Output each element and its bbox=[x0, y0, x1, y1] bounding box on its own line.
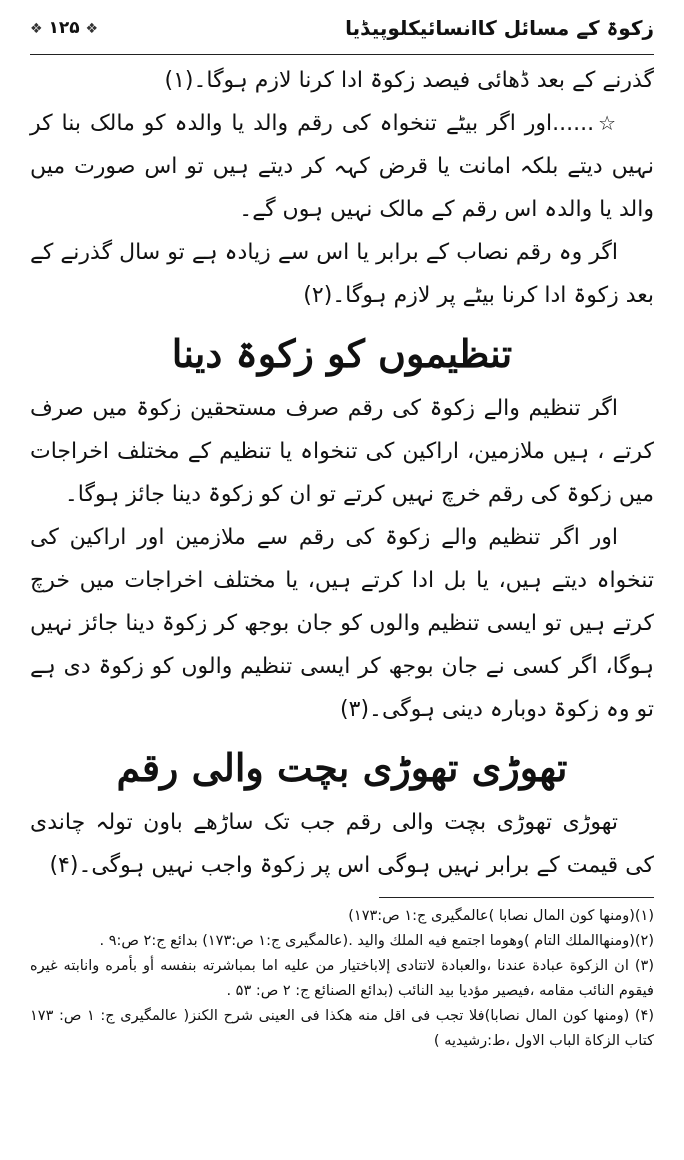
footnote-1: (۱)(ومنها كون المال نصابا )عالمگیری ج:۱ ص:۱۷۳) bbox=[348, 908, 654, 924]
footnote-2: (۲)(ومنهاالملك التام )وهوما اجتمع فيه الملك واليد .(عالمگیری ج:۱ ص:۱۷۳) بدائع ج:۲ ص:۹ . bbox=[99, 933, 654, 949]
footnote-rule bbox=[379, 897, 654, 898]
running-title: زکوۃ کے مسائل کاانسائیکلوپیڈیا bbox=[345, 16, 654, 40]
paragraph-5: اور اگر تنظیم والے زکوۃ کی رقم سے ملازمین اور اراکین کی تنخواہ دیتے ہیں، یا بل ادا کرتے ہیں، یا مختلف اخراجات میں خرچ کرتے ہیں تو ایسی تنظیم والوں کو جان بوجھ کر زکوۃ دینا جائز نہیں ہوگا، اگر کسی نے جان بوجھ کر ایسی تنظیم والوں کو زکوۃ دی ہے تو وہ زکوۃ دوبارہ دینی ہوگی۔(۳) bbox=[30, 525, 654, 722]
ornament-right-icon: ❖ bbox=[85, 21, 99, 37]
paragraph-4: اگر تنظیم والے زکوۃ کی رقم صرف مستحقین زکوۃ میں صرف کرتے ، ہیں ملازمین، اراکین کی تنخواہ یا تنظیم کے مختلف اخراجات میں زکوۃ کی رقم خرچ نہیں کرتے تو ان کو زکوۃ دینا جائز ہوگا۔ bbox=[30, 396, 654, 507]
page-number: ۱۲۵ bbox=[48, 18, 80, 38]
paragraph-2-text: ......اور اگر بیٹے تنخواہ کی رقم والد یا والدہ کو مالک بنا کر نہیں دیتے بلکہ امانت یا قرض کہہ کر دیتے ہیں تو اس صورت میں والد یا والدہ اس رقم کے مالک نہیں ہوں گے۔ bbox=[30, 111, 654, 222]
page-header bbox=[30, 14, 654, 54]
paragraph-3: اگر وہ رقم نصاب کے برابر یا اس سے زیادہ ہے تو سال گذرنے کے بعد زکوۃ ادا کرنا بیٹے پر لازم ہوگا۔(۲) bbox=[30, 240, 654, 308]
section-heading-organizations: تنظیموں کو زکوۃ دینا bbox=[171, 331, 513, 376]
section-heading-savings: تھوڑی تھوڑی بچت والی رقم bbox=[116, 745, 568, 790]
paragraph-1: گذرنے کے بعد ڈھائی فیصد زکوۃ ادا کرنا لازم ہوگا۔(۱) bbox=[164, 68, 654, 93]
header-rule bbox=[30, 54, 654, 55]
footnote-4: (۴) (ومنها كون المال نصابا)فلا تجب فى اقل منه هكذا فى العينى شرح الكنز( عالمگیری ج: ۱ ص: ۱۷۳ کتاب الزكاة الباب الاول ،ط:رشیدیه ) bbox=[30, 1008, 655, 1049]
paragraph-6: تھوڑی تھوڑی بچت والی رقم جب تک ساڑھے باون تولہ چاندی کی قیمت کے برابر نہیں ہوگی اس پر زکوۃ واجب نہیں ہوگی۔(۴) bbox=[30, 810, 654, 878]
page-number-box bbox=[30, 18, 98, 38]
star-icon: ☆ bbox=[598, 111, 618, 135]
ornament-left-icon: ❖ bbox=[30, 21, 43, 37]
body-text bbox=[30, 59, 654, 887]
footnote-3: (۳) ان الزكوة عبادة عندنا ،والعبادة لاتتادى إلاباختيار من عليه اما بمباشرته بنفسه أو بأمره وانابته غيره فيقوم النائب مقامه ،فيصير مؤديا بيد النائب (بدائع الصنائع ج: ۲ ص: ۵۳ . bbox=[30, 958, 654, 999]
footnotes bbox=[30, 904, 654, 1054]
paragraph-2 bbox=[30, 102, 654, 231]
